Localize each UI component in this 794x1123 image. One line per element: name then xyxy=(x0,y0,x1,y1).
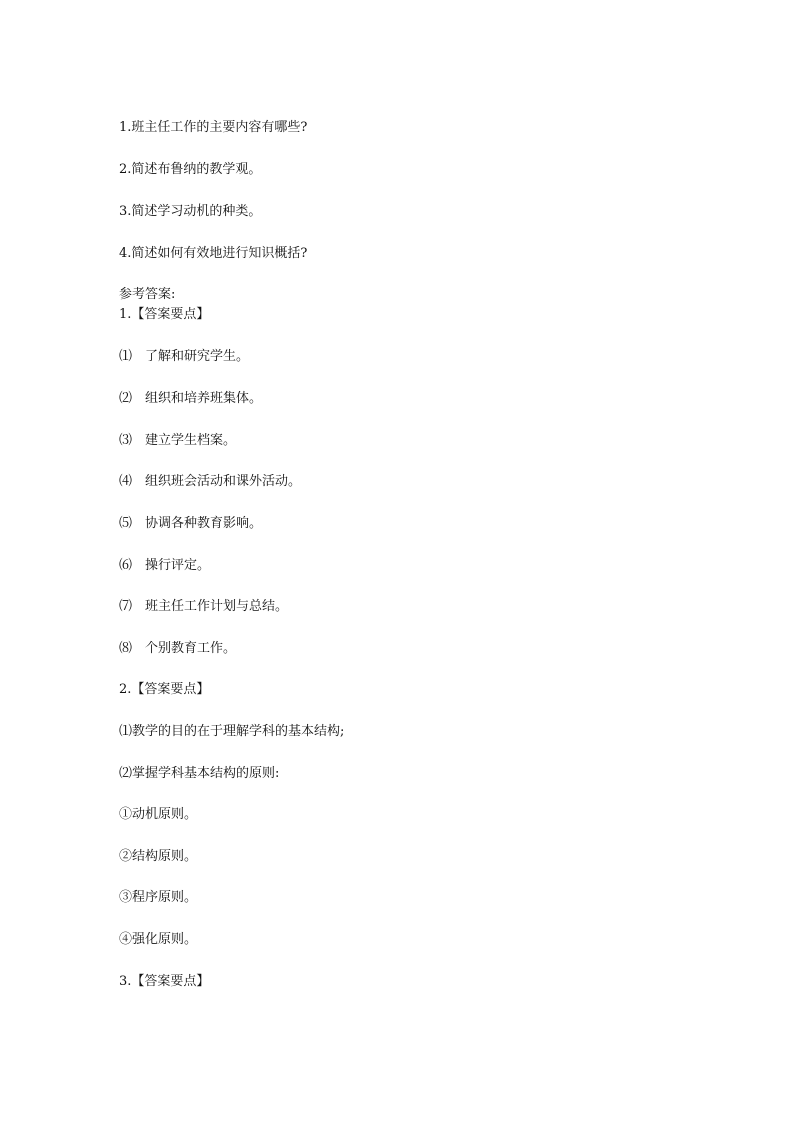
item-text: 了解和研究学生。 xyxy=(145,349,250,364)
answer-3-heading: 3.【答案要点】 xyxy=(119,974,210,989)
item-text: 建立学生档案。 xyxy=(145,433,237,448)
answer-1-item xyxy=(119,349,249,365)
item-text: 班主任工作计划与总结。 xyxy=(145,599,289,614)
answer-1-item xyxy=(119,599,288,615)
item-number: ⑹ xyxy=(119,558,133,573)
question-4: 4.简述如何有效地进行知识概括? xyxy=(119,246,308,261)
answer-2-line: ④强化原则。 xyxy=(119,932,198,947)
item-number: ⑻ xyxy=(119,641,133,656)
item-text: 个别教育工作。 xyxy=(145,641,237,656)
answer-1-item xyxy=(119,516,262,532)
answer-2-heading: 2.【答案要点】 xyxy=(119,682,210,697)
answer-2-line: ⑵掌握学科基本结构的原则: xyxy=(119,766,280,781)
item-number: ⑴ xyxy=(119,349,133,364)
answer-1-item xyxy=(119,558,210,574)
answer-2-line: ③程序原则。 xyxy=(119,890,198,905)
question-3: 3.简述学习动机的种类。 xyxy=(119,204,262,219)
answer-1-item xyxy=(119,391,262,407)
item-number: ⑷ xyxy=(119,474,133,489)
answer-1-item xyxy=(119,474,301,490)
item-number: ⑸ xyxy=(119,516,133,531)
item-number: ⑵ xyxy=(119,391,133,406)
answers-heading: 参考答案: xyxy=(119,287,176,302)
question-1: 1.班主任工作的主要内容有哪些? xyxy=(119,120,308,135)
item-text: 协调各种教育影响。 xyxy=(145,516,263,531)
answer-1-heading: 1.【答案要点】 xyxy=(119,307,210,322)
answer-1-item xyxy=(119,433,236,449)
answer-1-item xyxy=(119,641,236,657)
question-2: 2.简述布鲁纳的教学观。 xyxy=(119,162,262,177)
item-number: ⑶ xyxy=(119,433,133,448)
item-number: ⑺ xyxy=(119,599,133,614)
answer-2-line: ⑴教学的目的在于理解学科的基本结构; xyxy=(119,724,345,739)
item-text: 组织班会活动和课外活动。 xyxy=(145,474,302,489)
item-text: 组织和培养班集体。 xyxy=(145,391,263,406)
item-text: 操行评定。 xyxy=(145,558,211,573)
answer-2-line: ②结构原则。 xyxy=(119,849,198,864)
answer-2-line: ①动机原则。 xyxy=(119,807,198,822)
